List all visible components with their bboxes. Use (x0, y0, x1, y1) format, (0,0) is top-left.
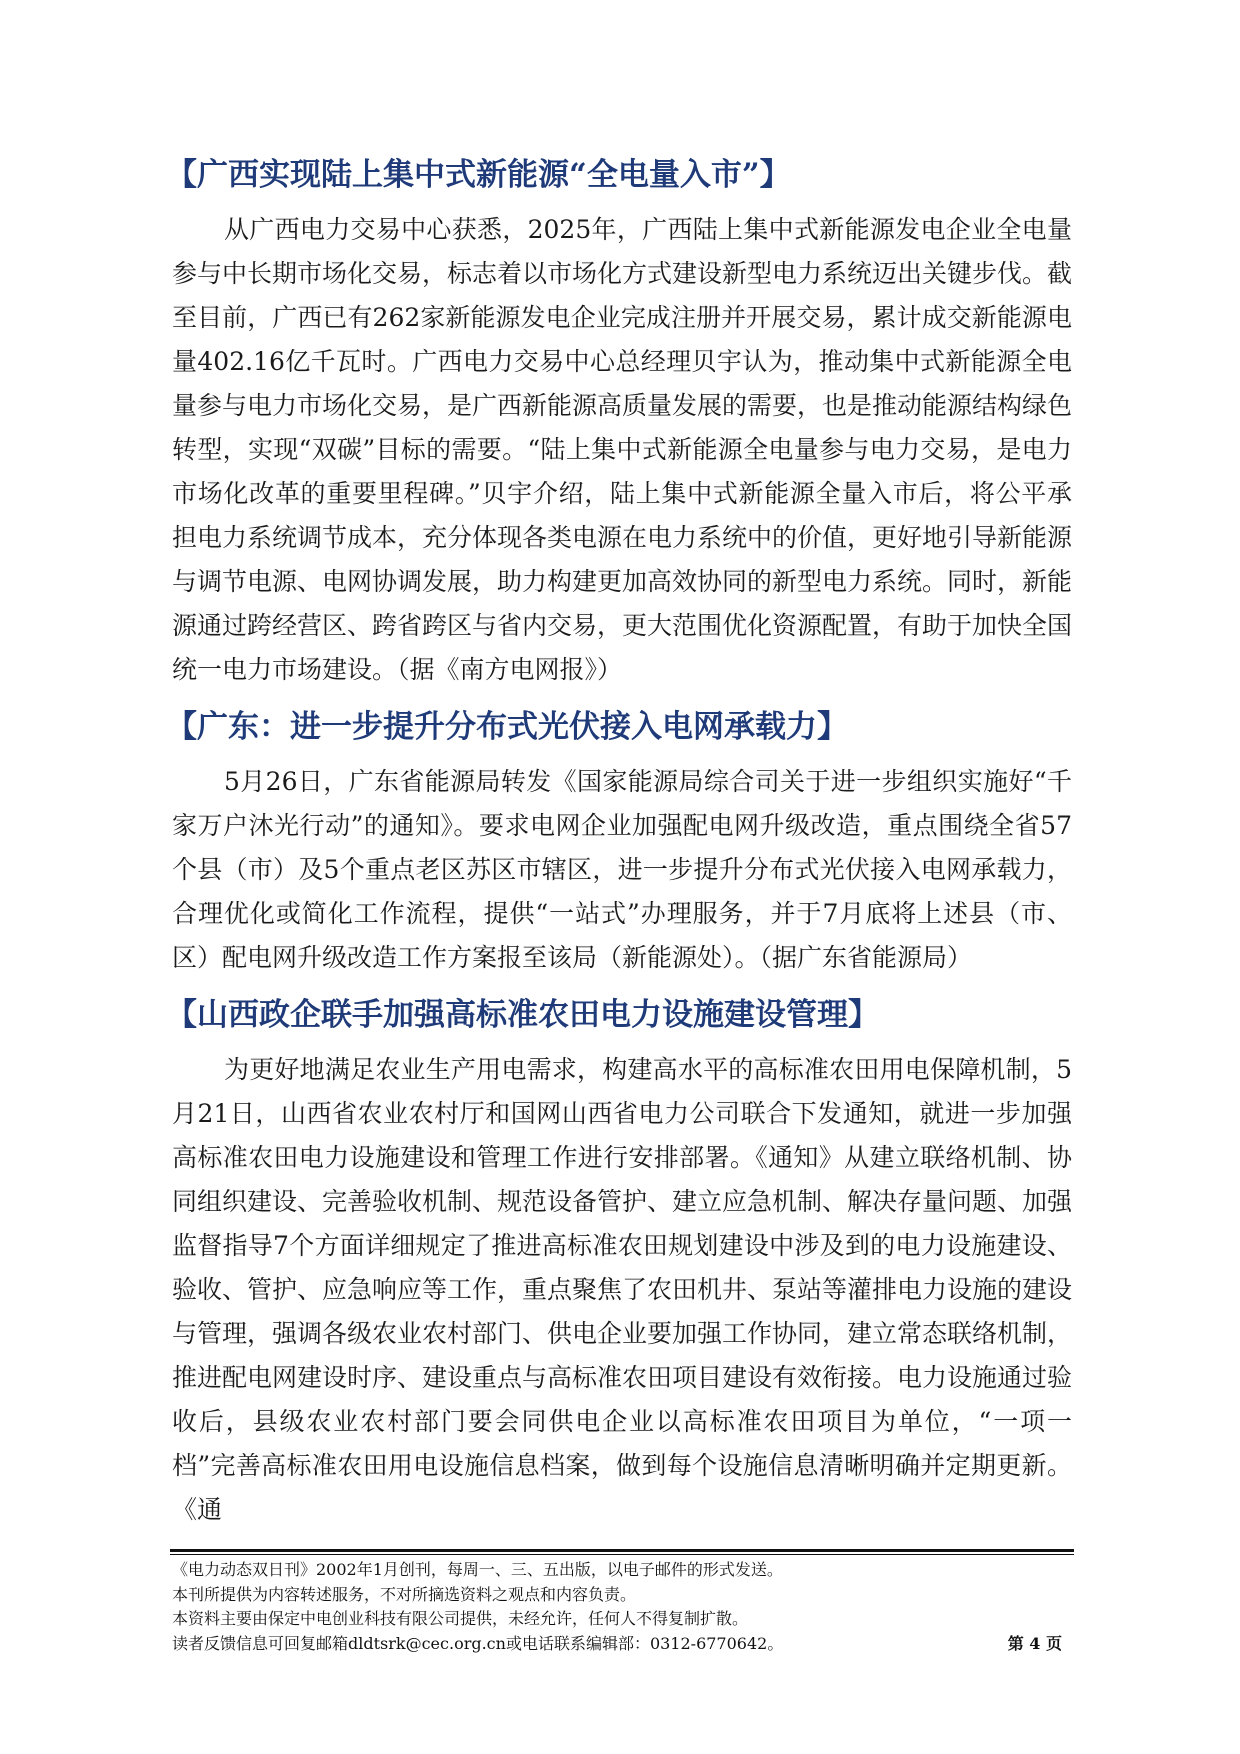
footer-divider-top (170, 1549, 1074, 1552)
section-title: 【山西政企联手加强高标准农田电力设施建设管理】 (166, 997, 879, 1033)
footer (172, 1558, 1072, 1656)
section-body: 为更好地满足农业生产用电需求，构建高水平的高标准农田用电保障机制，5月21日，山西省农业农村厅和国网山西省电力公司联合下发通知，就进一步加强高标准农田电力设施建设和管理工作进行安排部署。《通知》从建立联络机制、协同组织建设、完善验收机制、规范设备管护、建立应急机制、解决存量问题、加强监督指导7个方面详细规定了推进高标准农田规划建设中涉及到的电力设施建设、验收、管护、应急响应等工作，重点聚焦了农田机井、泵站等灌排电力设施的建设与管理，强调各级农业农村部门、供电企业要加强工作协同，建立常态联络机制，推进配电网建设时序、建设重点与高标准农田项目建设有效衔接。电力设施通过验收后，县级农业农村部门要会同供电企业以高标准农田项目为单位，“一项一档”完善高标准农田用电设施信息档案，做到每个设施信息清晰明确并定期更新。《通 (172, 1055, 1073, 1524)
section-title: 【广东：进一步提升分布式光伏接入电网承载力】 (166, 709, 848, 745)
footer-line-publication: 《电力动态双日刊》2002年1月创刊，每周一、三、五出版，以电子邮件的形式发送。 (172, 1560, 783, 1579)
news-section-shanxi (166, 992, 1073, 1532)
section-title: 【广西实现陆上集中式新能源“全电量入市”】 (166, 157, 791, 193)
footer-line-disclaimer: 本刊所提供为内容转述服务，不对所摘选资料之观点和内容负责。 (172, 1584, 637, 1604)
page-number: 第 4 页 (1007, 1633, 1062, 1653)
news-section-guangxi (166, 152, 1073, 692)
article-content (166, 152, 1073, 1544)
section-body: 从广西电力交易中心获悉，2025年，广西陆上集中式新能源发电企业全电量参与中长期市场化交易，标志着以市场化方式建设新型电力系统迈出关键步伐。截至目前，广西已有262家新能源发电企业完成注册并开展交易，累计成交新能源电量402.16亿千瓦时。广西电力交易中心总经理贝宇认为，推动集中式新能源全电量参与电力市场化交易，是广西新能源高质量发展的需要，也是推动能源结构绿色转型，实现“双碳”目标的需要。“陆上集中式新能源全电量参与电力交易，是电力市场化改革的重要里程碑。”贝宇介绍，陆上集中式新能源全量入市后，将公平承担电力系统调节成本，充分体现各类电源在电力系统中的价值，更好地引导新能源与调节电源、电网协调发展，助力构建更加高效协同的新型电力系统。同时，新能源通过跨经营区、跨省跨区与省内交易，更大范围优化资源配置，有助于加快全国统一电力市场建设。（据《南方电网报》） (172, 215, 1073, 684)
footer-line-contact-row (172, 1632, 1072, 1657)
section-body: 5月26日，广东省能源局转发《国家能源局综合司关于进一步组织实施好“千家万户沐光行动”的通知》。要求电网企业加强配电网升级改造，重点围绕全省57个县（市）及5个重点老区苏区市辖区，进一步提升分布式光伏接入电网承载力，合理优化或简化工作流程，提供“一站式”办理服务，并于7月底将上述县（市、区）配电网升级改造工作方案报至该局（新能源处）。（据广东省能源局） (172, 767, 1072, 972)
footer-line-copyright: 本资料主要由保定中电创业科技有限公司提供，未经允许，任何人不得复制扩散。 (172, 1609, 749, 1628)
news-section-guangdong (166, 704, 1072, 980)
footer-divider-bottom (170, 1554, 1074, 1555)
footer-line-contact: 读者反馈信息可回复邮箱dldtsrk@cec.org.cn或电话联系编辑部：0312-6770642。 (172, 1633, 784, 1653)
